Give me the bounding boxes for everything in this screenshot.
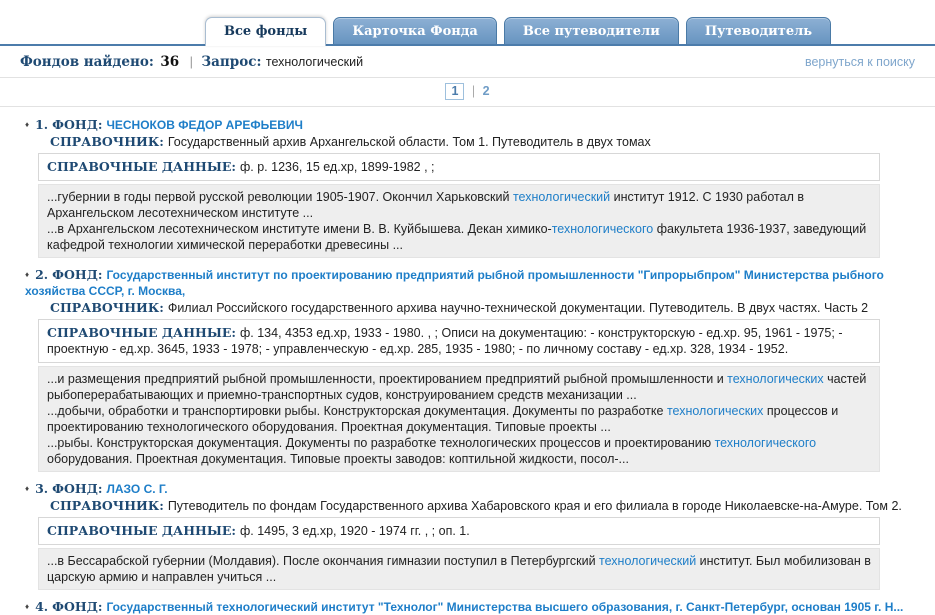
fund-line xyxy=(25,267,935,299)
snippet-text: институт. Был мобилизован в царскую армию и направлен учиться ... xyxy=(47,554,871,584)
handbook-label: СПРАВОЧНИК: xyxy=(50,498,164,513)
query-value: технологический xyxy=(265,55,364,69)
snippet-text: процессов и проектированию технологического оборудования. Проектная документация. Типовые проекты ... xyxy=(47,404,839,434)
handbook-label: СПРАВОЧНИК: xyxy=(50,300,164,315)
highlight-term-link[interactable]: технологический xyxy=(599,554,697,568)
excerpt-snippet xyxy=(47,221,871,253)
tab-all-guides[interactable]: Все путеводители xyxy=(504,17,679,44)
excerpt-box xyxy=(38,366,880,472)
bullet-icon: ♦ xyxy=(25,602,30,611)
bullet-icon: ♦ xyxy=(25,120,30,129)
highlight-term-link[interactable]: технологического xyxy=(551,222,654,236)
snippet-text: ...в Архангельском лесотехническом институте имени В. В. Куйбышева. Декан химико- xyxy=(47,222,552,236)
excerpt-snippet xyxy=(47,403,871,435)
excerpt-box xyxy=(38,548,880,590)
handbook-value: Филиал Российского государственного архива научно-технической документации. Путеводитель. В двух частях. Часть 2 xyxy=(167,301,869,315)
header-separator: | xyxy=(189,54,193,69)
result-number: 4. xyxy=(35,599,49,614)
result-number: 3. xyxy=(35,481,49,496)
reference-data-box xyxy=(38,517,880,545)
fund-title-link[interactable]: ЛАЗО С. Г. xyxy=(106,482,168,496)
excerpt-snippet xyxy=(47,189,871,221)
snippet-text: факультета 1936-1937, заведующий кафедрой технологии химической переработки древесины ... xyxy=(47,222,867,252)
page-current[interactable]: 1 xyxy=(445,83,464,100)
highlight-term-link[interactable]: технологический xyxy=(512,190,611,204)
handbook-line xyxy=(50,134,935,150)
snippet-text: частей рыбоперерабатывающих и приемно-транспортных судов, конструированием средств механизации ... xyxy=(47,372,867,402)
results-summary xyxy=(20,53,363,71)
result-item-2 xyxy=(25,267,935,472)
query-label: Запрос: xyxy=(201,54,262,70)
reference-data-box xyxy=(38,319,880,363)
tab-fund-card[interactable]: Карточка Фонда xyxy=(333,17,497,44)
handbook-line xyxy=(50,300,935,316)
result-item-4 xyxy=(25,599,935,615)
excerpt-box xyxy=(38,184,880,258)
handbook-value: Путеводитель по фондам Государственного архива Хабаровского края и его филиала в городе Николаевске-на-Амуре. Том 2. xyxy=(167,499,902,513)
found-count: 36 xyxy=(160,54,180,70)
handbook-label: СПРАВОЧНИК: xyxy=(50,134,164,149)
highlight-term-link[interactable]: технологических xyxy=(727,372,824,386)
excerpt-snippet xyxy=(47,553,871,585)
results-list xyxy=(0,107,935,615)
tab-all-funds[interactable]: Все фонды xyxy=(205,17,326,46)
pagination xyxy=(0,78,935,106)
fund-title-link[interactable]: Государственный институт по проектированию предприятий рыбной промышленности "Гипрорыбпром" Министерства рыбного хозяйства СССР, г. Москва, xyxy=(25,268,884,298)
reference-data-value: ф. р. 1236, 15 ед.хр, 1899-1982 , ; xyxy=(240,160,435,174)
bullet-icon: ♦ xyxy=(25,484,30,493)
excerpt-snippet xyxy=(47,435,871,467)
handbook-line xyxy=(50,498,935,514)
fund-label: ФОНД: xyxy=(52,481,103,496)
tab-bar xyxy=(0,17,935,46)
result-number: 1. xyxy=(35,117,49,132)
snippet-text: ...губернии в годы первой русской революции 1905-1907. Окончил Харьковский xyxy=(47,190,513,204)
snippet-text: оборудования. Проектная документация. Типовые проекты заводов: коптильной жидкости, посол-... xyxy=(47,452,629,466)
snippet-text: институт 1912. С 1930 работал в Архангельском лесотехническом институте ... xyxy=(47,190,804,220)
fund-line xyxy=(25,599,935,615)
bullet-icon: ♦ xyxy=(25,270,30,279)
reference-data-label: СПРАВОЧНЫЕ ДАННЫЕ: xyxy=(47,325,236,340)
snippet-text: ...и размещения предприятий рыбной промышленности, проектированием предприятий рыбной промышленности и xyxy=(47,372,728,386)
fund-label: ФОНД: xyxy=(52,599,103,614)
results-header xyxy=(0,46,935,77)
snippet-text: ...в Бессарабской губернии (Молдавия). После окончания гимназии поступил в Петербургский xyxy=(47,554,600,568)
fund-line xyxy=(25,117,935,133)
search-results-page xyxy=(0,17,935,614)
fund-line xyxy=(25,481,935,497)
fund-title-link[interactable]: Государственный технологический институт "Технолог" Министерства высшего образования, г. Санкт-Петербург, основан 1905 г. Н... xyxy=(106,600,904,614)
excerpt-snippet xyxy=(47,371,871,403)
reference-data-box xyxy=(38,153,880,181)
fund-title-link[interactable]: ЧЕСНОКОВ ФЕДОР АРЕФЬЕВИЧ xyxy=(106,118,303,132)
highlight-term-link[interactable]: технологических xyxy=(666,404,764,418)
found-label: Фондов найдено: xyxy=(20,54,154,70)
result-number: 2. xyxy=(35,267,49,282)
page-2-link[interactable]: 2 xyxy=(482,84,490,98)
reference-data-value: ф. 1495, 3 ед.хр, 1920 - 1974 гг. , ; оп. 1. xyxy=(240,524,470,538)
reference-data-value: ф. 134, 4353 ед.хр, 1933 - 1980. , ; Описи на документацию: - конструкторскую - ед.хр. 95, 1961 - 1975; - проектную - ед.хр. 3645, 1933 - 1978; - управленческую - ед.хр. 285, 1935 - 1980; - по личному составу - ед.хр. 328, 1934 - 1952. xyxy=(47,326,843,356)
handbook-value: Государственный архив Архангельской области. Том 1. Путеводитель в двух томах xyxy=(167,135,651,149)
page-separator: | xyxy=(471,84,476,98)
result-item-3 xyxy=(25,481,935,590)
fund-label: ФОНД: xyxy=(52,267,103,282)
snippet-text: ...рыбы. Конструкторская документация. Документы по разработке технологических процессов и проектированию xyxy=(47,436,715,450)
back-to-search-link[interactable]: вернуться к поиску xyxy=(804,55,915,69)
reference-data-label: СПРАВОЧНЫЕ ДАННЫЕ: xyxy=(47,523,236,538)
fund-label: ФОНД: xyxy=(52,117,103,132)
snippet-text: ...добычи, обработки и транспортировки рыбы. Конструкторская документация. Документы по разработке xyxy=(47,404,667,418)
highlight-term-link[interactable]: технологического xyxy=(714,436,817,450)
tab-guide[interactable]: Путеводитель xyxy=(686,17,831,44)
reference-data-label: СПРАВОЧНЫЕ ДАННЫЕ: xyxy=(47,159,236,174)
result-item-1 xyxy=(25,117,935,258)
